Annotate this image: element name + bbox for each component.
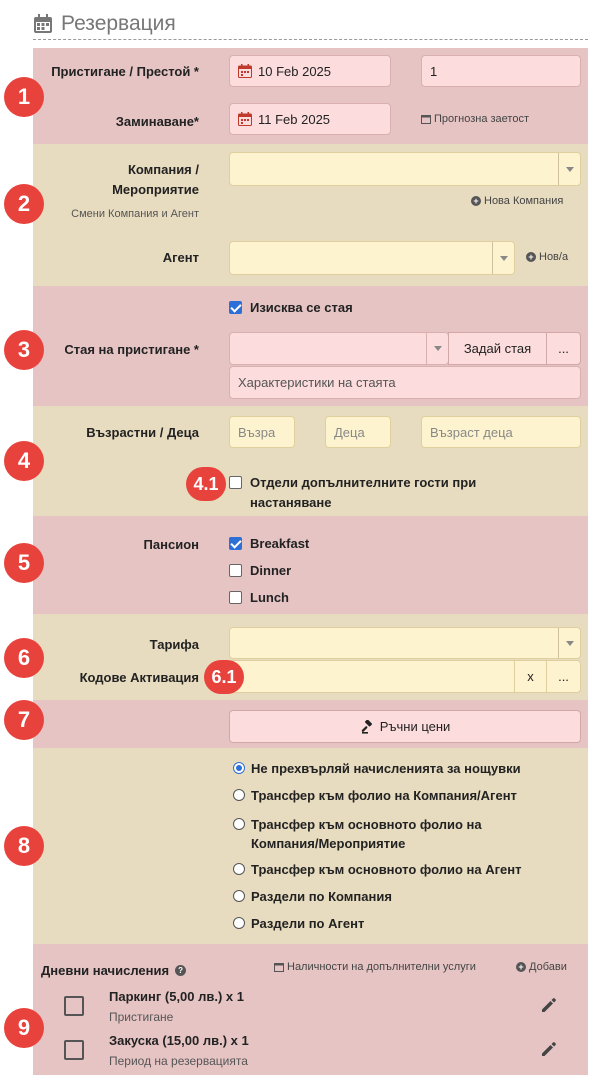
checkbox-unchecked-icon xyxy=(229,564,242,577)
departure-label: Заминаване* xyxy=(115,114,199,129)
arrival-date-input[interactable] xyxy=(229,55,391,87)
arrival-room-select[interactable] xyxy=(229,332,449,365)
transfer-section xyxy=(33,748,588,944)
board-option-label: Dinner xyxy=(250,563,292,578)
departure-date-value: 11 Feb 2025 xyxy=(258,111,331,127)
company-select[interactable] xyxy=(229,152,581,186)
company-section xyxy=(33,144,588,286)
room-features-input[interactable] xyxy=(229,366,581,399)
page-header xyxy=(33,8,588,40)
new-company-link[interactable] xyxy=(471,195,563,207)
board-option-label: Lunch xyxy=(250,590,289,605)
radio-unselected-icon xyxy=(233,863,245,875)
chevron-down-icon xyxy=(492,242,514,274)
marker-7: 7 xyxy=(4,700,44,740)
gavel-icon xyxy=(360,720,374,734)
plus-circle-icon: + xyxy=(516,962,526,972)
manual-prices-section xyxy=(33,700,588,748)
board-option-lunch[interactable] xyxy=(229,590,289,605)
company-label-line2: Мероприятие xyxy=(112,182,199,197)
help-icon[interactable]: ? xyxy=(175,965,186,976)
marker-6-1: 6.1 xyxy=(204,660,244,694)
arrival-date-value: 10 Feb 2025 xyxy=(258,63,332,79)
room-more-button[interactable]: ... xyxy=(546,332,581,365)
calendar-icon xyxy=(33,14,53,34)
calendar-icon xyxy=(421,114,431,124)
checkbox-checked-icon xyxy=(229,301,242,314)
marker-3: 3 xyxy=(4,330,44,370)
chevron-down-icon xyxy=(558,153,580,185)
forecast-link[interactable] xyxy=(421,113,529,125)
charge-subtitle: Пристигане xyxy=(109,1010,174,1024)
children-input[interactable] xyxy=(325,416,391,448)
separate-guests-checkbox[interactable] xyxy=(229,473,529,513)
adults-input[interactable] xyxy=(229,416,295,448)
board-section xyxy=(33,516,588,614)
new-agent-label: Нов/а xyxy=(539,251,569,263)
transfer-option-label: Раздели по Агент xyxy=(251,916,365,931)
transfer-option-agent-master[interactable] xyxy=(233,862,521,877)
separate-guests-label: Отдели допълнителните гости при настаняване xyxy=(250,475,477,510)
calendar-icon xyxy=(238,112,252,126)
marker-4-1: 4.1 xyxy=(186,467,226,501)
plus-circle-icon: + xyxy=(526,252,536,262)
radio-unselected-icon xyxy=(233,917,245,929)
radio-unselected-icon xyxy=(233,890,245,902)
radio-unselected-icon xyxy=(233,818,245,830)
checkbox-checked-icon xyxy=(229,537,242,550)
radio-selected-icon xyxy=(233,762,245,774)
daily-charges-header xyxy=(41,963,186,978)
new-agent-link[interactable] xyxy=(526,251,568,263)
charge-checkbox[interactable] xyxy=(64,996,84,1016)
pencil-icon[interactable] xyxy=(540,996,558,1014)
requires-room-label: Изисква се стая xyxy=(250,300,353,315)
nights-value: 1 xyxy=(430,63,438,79)
company-label-line1: Компания / xyxy=(127,162,199,177)
forecast-link-label: Прогнозна заетост xyxy=(434,113,529,125)
add-charge-link[interactable] xyxy=(516,961,567,973)
chevron-down-icon xyxy=(426,333,448,364)
charge-title: Паркинг (5,00 лв.) x 1 xyxy=(109,989,245,1004)
transfer-option-label: Трансфер към фолио на Компания/Агент xyxy=(251,788,517,803)
room-features-placeholder: Характеристики на стаята xyxy=(238,375,396,390)
codes-more-button[interactable]: ... xyxy=(546,660,581,693)
transfer-option-company-master[interactable] xyxy=(233,815,533,853)
manual-prices-button[interactable] xyxy=(229,710,581,743)
daily-charges-section xyxy=(33,944,588,1075)
pencil-icon[interactable] xyxy=(540,1040,558,1058)
chevron-down-icon xyxy=(558,628,580,658)
rate-section xyxy=(33,614,588,700)
checkbox-unchecked-icon xyxy=(229,591,242,604)
manual-prices-label: Ръчни цени xyxy=(379,719,451,734)
marker-8: 8 xyxy=(4,826,44,866)
board-option-breakfast[interactable] xyxy=(229,536,309,551)
daily-charges-title: Дневни начисления xyxy=(41,963,170,978)
agent-label: Агент xyxy=(162,250,199,265)
children-ages-input[interactable] xyxy=(421,416,581,448)
transfer-option-split-agent[interactable] xyxy=(233,916,364,931)
transfer-option-company-agent[interactable] xyxy=(233,788,517,803)
transfer-option-label: Раздели по Компания xyxy=(251,889,392,904)
transfer-option-label: Трансфер към основното фолио на Компания/Мероприятие xyxy=(251,817,482,851)
marker-9: 9 xyxy=(4,1008,44,1048)
calendar-icon xyxy=(274,962,284,972)
room-section xyxy=(33,286,588,406)
charge-checkbox[interactable] xyxy=(64,1040,84,1060)
activation-codes-input[interactable] xyxy=(229,660,515,693)
charge-subtitle: Период на резервацията xyxy=(109,1054,248,1068)
services-availability-label: Наличности на допълнителни услуги xyxy=(287,961,476,973)
marker-6: 6 xyxy=(4,638,44,678)
board-label: Пансион xyxy=(143,537,199,552)
arrival-room-label: Стая на пристигане * xyxy=(64,342,199,357)
radio-unselected-icon xyxy=(233,789,245,801)
adults-placeholder: Възра xyxy=(238,424,276,440)
add-charge-label: Добави xyxy=(529,961,567,973)
board-option-label: Breakfast xyxy=(250,536,310,551)
marker-1: 1 xyxy=(4,77,44,117)
nights-input[interactable] xyxy=(421,55,581,87)
new-company-label: Нова Компания xyxy=(484,195,564,207)
board-option-dinner[interactable] xyxy=(229,563,291,578)
page-title: Резервация xyxy=(61,11,176,35)
services-availability-link[interactable] xyxy=(274,961,476,973)
set-room-button[interactable]: Задай стая xyxy=(448,332,547,365)
transfer-option-label: Не прехвърляй начисленията за нощувки xyxy=(251,761,521,776)
transfer-option-label: Трансфер към основното фолио на Агент xyxy=(251,862,522,877)
change-company-link[interactable]: Смени Компания и Агент xyxy=(71,208,199,220)
marker-4: 4 xyxy=(4,441,44,481)
arrival-section xyxy=(33,48,588,144)
calendar-icon xyxy=(238,64,252,78)
departure-date-input[interactable] xyxy=(229,103,391,135)
children-ages-placeholder: Възраст деца xyxy=(430,424,513,440)
transfer-option-none[interactable] xyxy=(233,761,521,776)
guests-label: Възрастни / Деца xyxy=(86,425,199,440)
marker-2: 2 xyxy=(4,184,44,224)
rate-select[interactable] xyxy=(229,627,581,659)
rate-label: Тарифа xyxy=(149,637,199,652)
checkbox-unchecked-icon xyxy=(229,476,242,489)
plus-circle-icon: + xyxy=(471,196,481,206)
arrival-label: Пристигане / Престой * xyxy=(51,64,199,79)
charge-title: Закуска (15,00 лв.) x 1 xyxy=(109,1033,249,1048)
requires-room-checkbox[interactable] xyxy=(229,300,353,315)
children-placeholder: Деца xyxy=(334,424,365,440)
guests-section xyxy=(33,406,588,516)
clear-codes-button[interactable]: x xyxy=(514,660,547,693)
agent-select[interactable] xyxy=(229,241,515,275)
transfer-option-split-company[interactable] xyxy=(233,889,392,904)
activation-codes-label: Кодове Активация xyxy=(79,670,199,685)
marker-5: 5 xyxy=(4,543,44,583)
